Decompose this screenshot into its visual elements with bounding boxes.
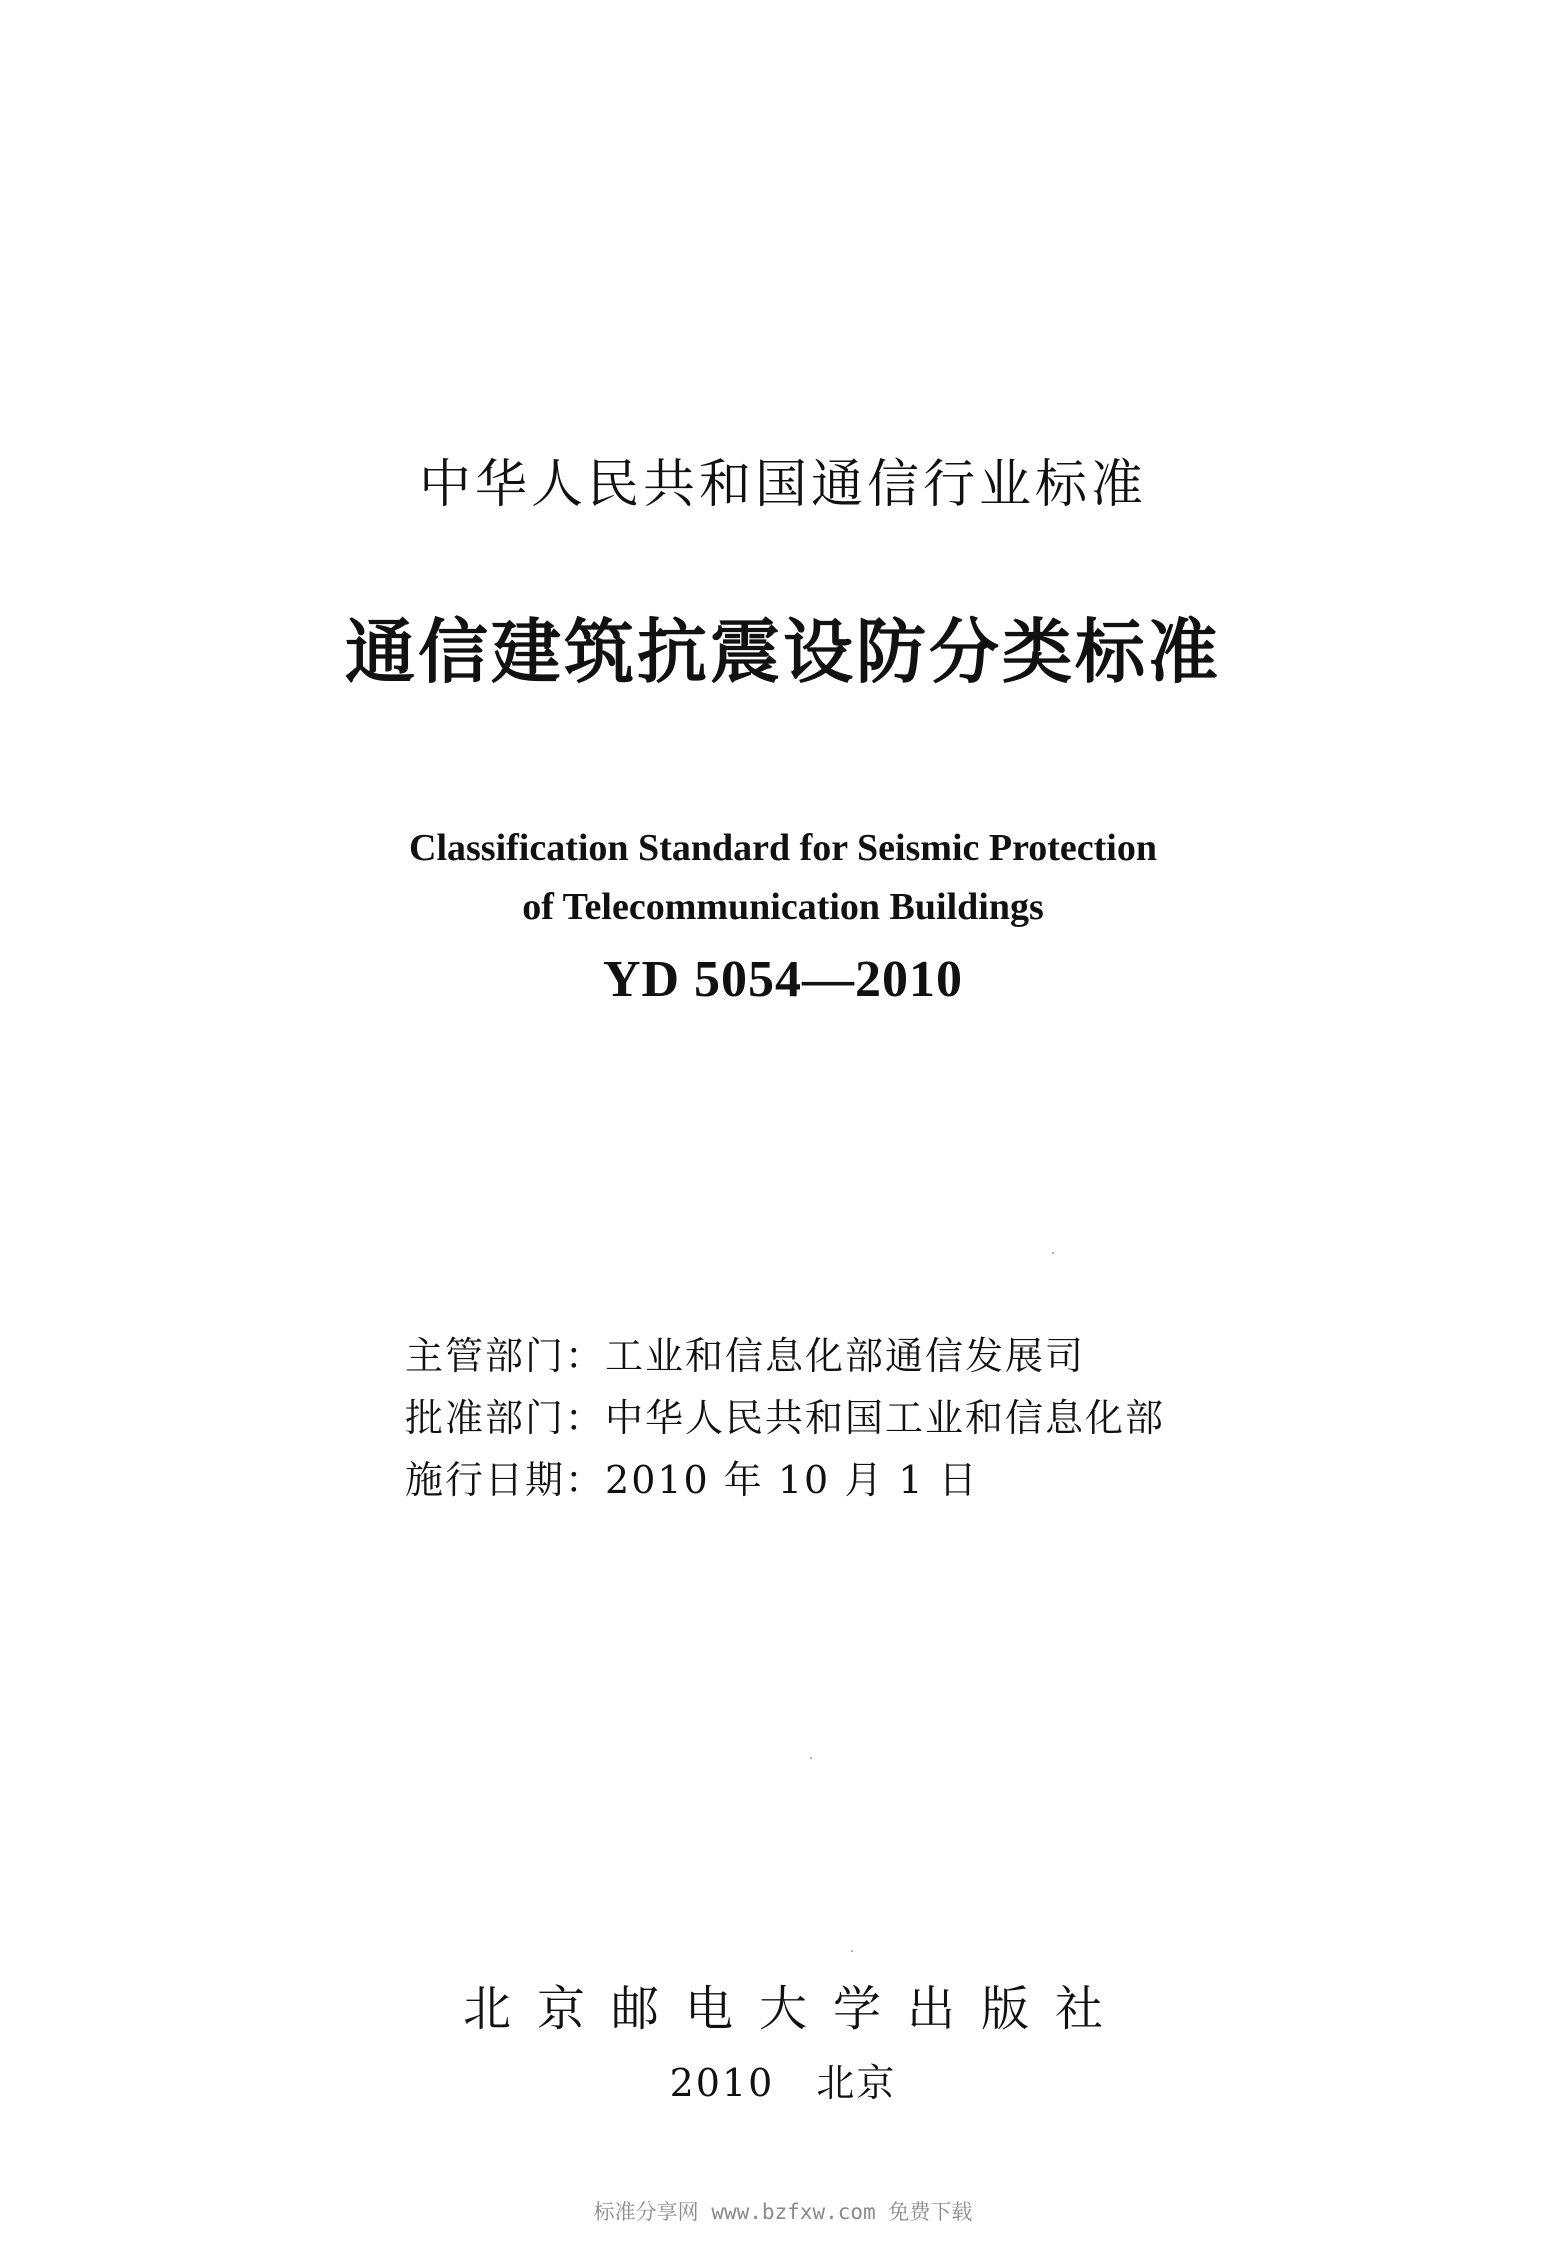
approval-department-value: 中华人民共和国工业和信息化部 [605,1396,1166,1440]
effective-date-value: 2010 年 10 月 1 日 [605,1458,979,1502]
publication-year: 2010 [669,2061,775,2105]
competent-department-row [405,1325,1165,1387]
standard-series-heading: 中华人民共和国通信行业标准 [418,455,1147,515]
publisher-name: 北京邮电大学出版社 [462,1981,1129,2037]
scan-speck [851,1950,853,1952]
english-title-line-1: Classification Standard for Seismic Protection [409,827,1157,869]
scan-speck [1052,1252,1054,1254]
chinese-title: 通信建筑抗震设防分类标准 [345,611,1221,693]
standard-code: YD 5054—2010 [602,951,964,1008]
scan-speck [810,1757,812,1759]
publication-city: 北京 [816,2061,897,2105]
competent-department-label: 主管部门： [405,1334,606,1378]
publication-date-line [0,2052,1566,2107]
standard-info-block [405,1325,1165,1511]
effective-date-label: 施行日期： [405,1458,606,1502]
site-watermark: 标准分享网 www.bzfxw.com 免费下载 [593,2200,973,2224]
approval-department-label: 批准部门： [405,1396,606,1440]
competent-department-value: 工业和信息化部通信发展司 [605,1334,1086,1378]
effective-date-row [405,1449,1165,1511]
approval-department-row [405,1387,1165,1449]
english-title-line-2: of Telecommunication Buildings [522,886,1044,928]
